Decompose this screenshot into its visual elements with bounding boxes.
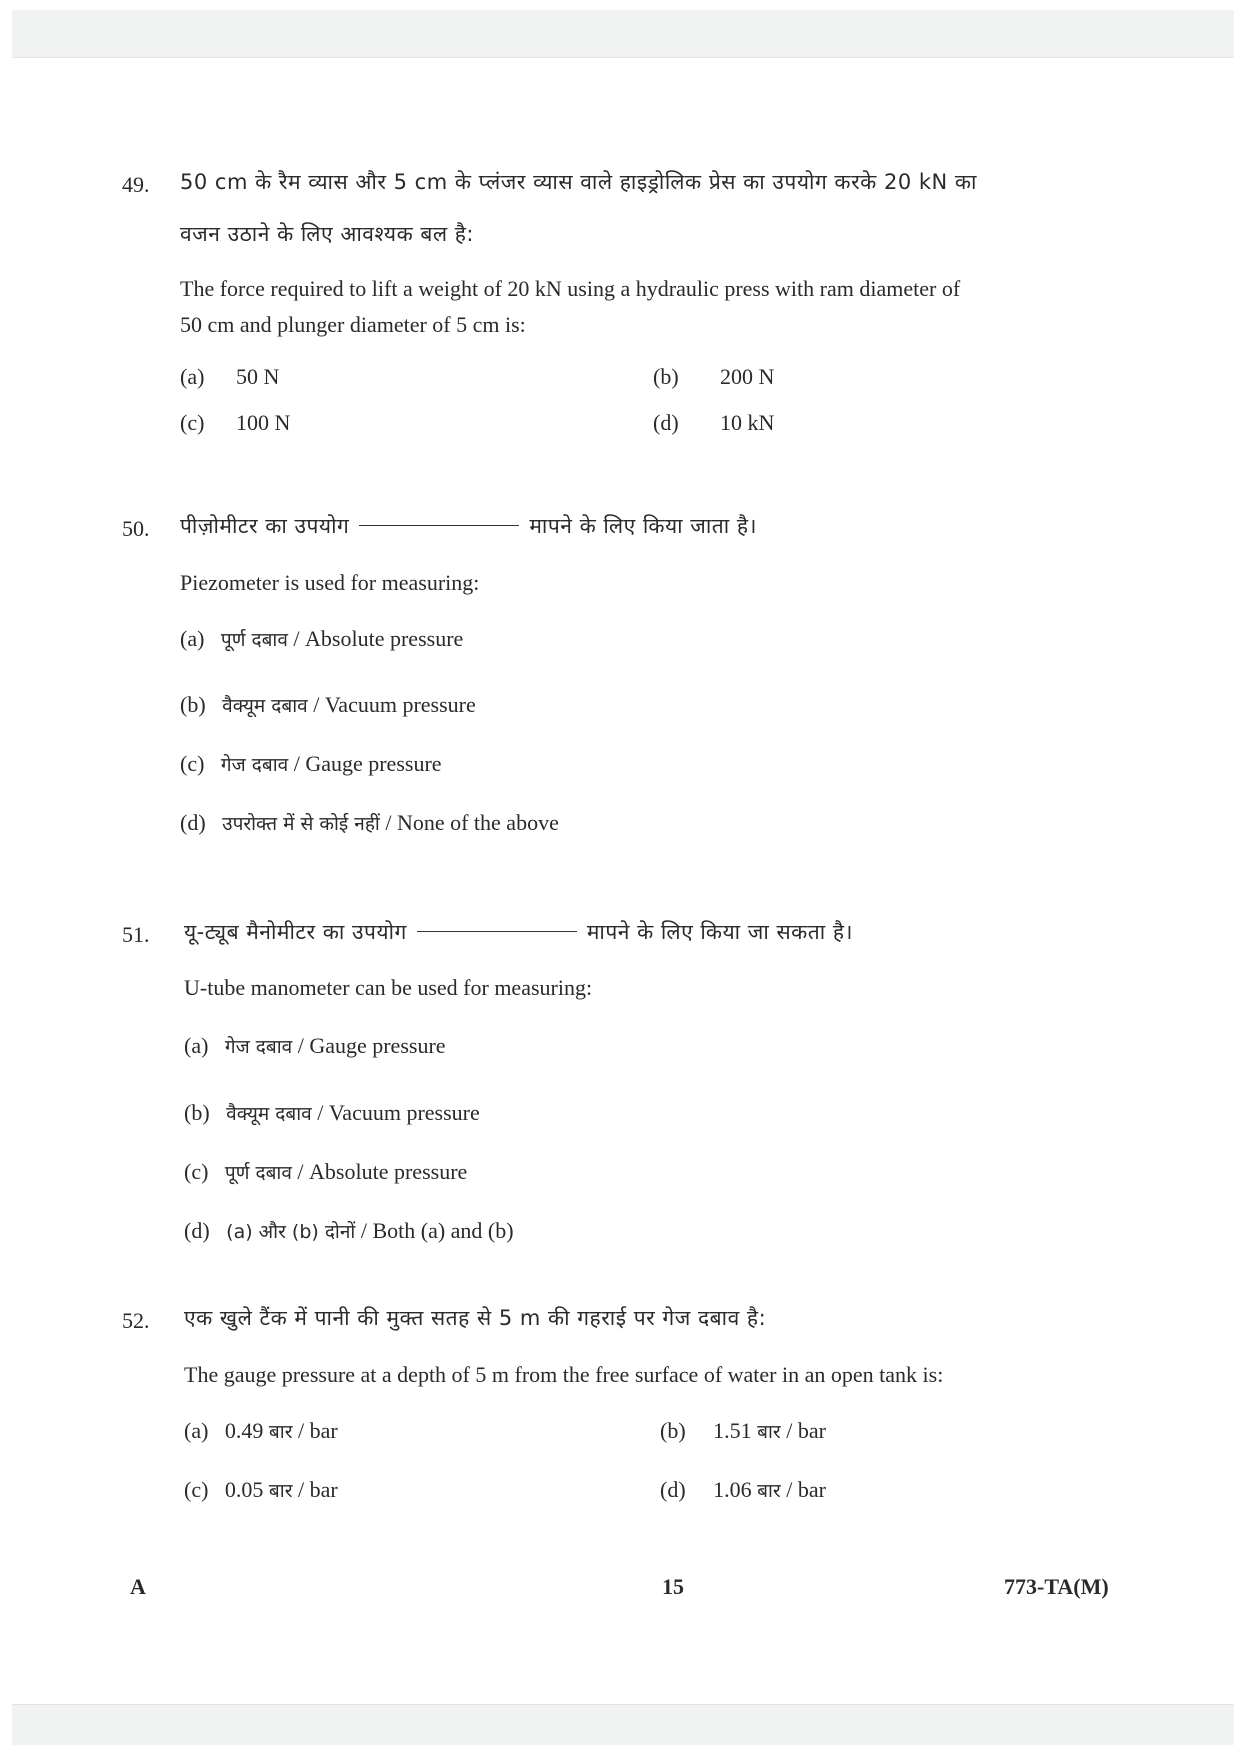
separator: / [360,1218,367,1243]
option-label: (c) [180,751,205,776]
option-b [184,1102,480,1124]
option-hindi: (a) और (b) दोनों [226,1221,356,1243]
separator: / [297,1033,304,1058]
separator: / [293,751,300,776]
option-unit-english: / bar [297,1477,338,1502]
option-d [184,1220,514,1242]
question-hindi-line1: 50 cm के रैम व्यास और 5 cm के प्लंजर व्यास वाले हाइड्रोलिक प्रेस का उपयोग करके 20 kN का [180,170,977,194]
option-label: (a) [184,1033,209,1058]
option-d [660,1479,826,1501]
option-unit-hindi: बार [268,1480,293,1502]
option-value: 1.06 [713,1477,752,1502]
option-d-text: 10 kN [720,410,775,435]
question-english: U-tube manometer can be used for measuring: [184,975,593,1000]
option-label: (b) [660,1418,686,1443]
question-number: 50. [122,516,150,541]
option-c [184,1479,338,1501]
option-label: (b) [184,1100,210,1125]
option-label: (c) [184,1159,209,1184]
question-english: Piezometer is used for measuring: [180,570,480,595]
question-hindi-line2: वजन उठाने के लिए आवश्यक बल है: [180,222,475,246]
separator: / [297,1159,304,1184]
paper-code: 773-TA(M) [1004,1574,1109,1599]
option-label: (a) [184,1418,209,1443]
question-hindi-pre: पीज़ोमीटर का उपयोग [180,514,350,538]
option-label: (d) [653,410,679,435]
scan-top-edge [12,10,1234,58]
option-value: 1.51 [713,1418,752,1443]
option-english: Absolute pressure [309,1159,468,1184]
separator: / [293,626,300,651]
option-english: Both (a) and (b) [372,1218,514,1243]
option-label: (a) [180,364,205,389]
option-b [180,694,476,716]
question-hindi-post: मापने के लिए किया जाता है। [529,514,757,538]
option-label: (a) [180,626,205,651]
separator: / [313,692,320,717]
option-english: Vacuum pressure [324,692,476,717]
option-label: (d) [184,1218,210,1243]
option-unit-hindi: बार [757,1480,781,1502]
option-value: 0.05 [224,1477,264,1502]
option-hindi: वैक्यूम दबाव [222,695,308,717]
option-unit-hindi: बार [757,1421,781,1443]
option-c [180,753,442,775]
fill-in-blank [417,931,577,932]
option-hindi: पूर्ण दबाव [220,629,288,651]
option-label: (c) [184,1477,209,1502]
question-number: 49. [122,172,150,197]
option-english: Absolute pressure [305,626,464,651]
option-label: (b) [653,364,679,389]
option-d [180,812,559,834]
question-hindi [180,516,757,537]
option-english: Vacuum pressure [328,1100,480,1125]
question-hindi-pre: यू-ट्यूब मैनोमीटर का उपयोग [184,920,407,944]
question-hindi-post: मापने के लिए किया जा सकता है। [586,920,853,944]
option-label: (d) [180,810,206,835]
question-english-line1: The force required to lift a weight of 20 kN using a hydraulic press with ram diameter of [180,276,961,301]
option-a [180,628,463,650]
option-hindi: पूर्ण दबाव [224,1162,292,1184]
fill-in-blank [359,525,519,526]
question-number: 51. [122,922,150,947]
option-unit-english: / bar [786,1418,826,1443]
option-hindi: गेज दबाव [224,1036,293,1058]
option-value: 0.49 [224,1418,264,1443]
option-c-text: 100 N [236,410,291,435]
option-label: (d) [660,1477,686,1502]
question-number: 52. [122,1308,150,1333]
option-a [184,1420,338,1442]
separator: / [317,1100,324,1125]
option-b [660,1420,826,1442]
option-b-text: 200 N [720,364,775,389]
option-hindi: गेज दबाव [220,754,289,776]
option-unit-english: / bar [786,1477,826,1502]
series-code: A [130,1574,146,1599]
separator: / [385,810,392,835]
question-hindi [184,922,853,943]
option-english: None of the above [396,810,559,835]
option-label: (b) [180,692,206,717]
option-c [184,1161,467,1183]
scan-bottom-edge [12,1704,1234,1745]
option-label: (c) [180,410,205,435]
option-a-text: 50 N [236,364,280,389]
option-hindi: उपरोक्त में से कोई नहीं [222,813,380,835]
option-unit-hindi: बार [268,1421,293,1443]
option-english: Gauge pressure [305,751,442,776]
option-unit-english: / bar [297,1418,338,1443]
question-hindi: एक खुले टैंक में पानी की मुक्त सतह से 5 m की गहराई पर गेज दबाव है: [184,1306,767,1330]
option-hindi: वैक्यूम दबाव [226,1103,312,1125]
question-english-line2: 50 cm and plunger diameter of 5 cm is: [180,312,526,337]
option-english: Gauge pressure [309,1033,446,1058]
option-a [184,1035,446,1057]
page-number: 15 [662,1574,684,1599]
question-english: The gauge pressure at a depth of 5 m from the free surface of water in an open tank is: [184,1362,944,1387]
